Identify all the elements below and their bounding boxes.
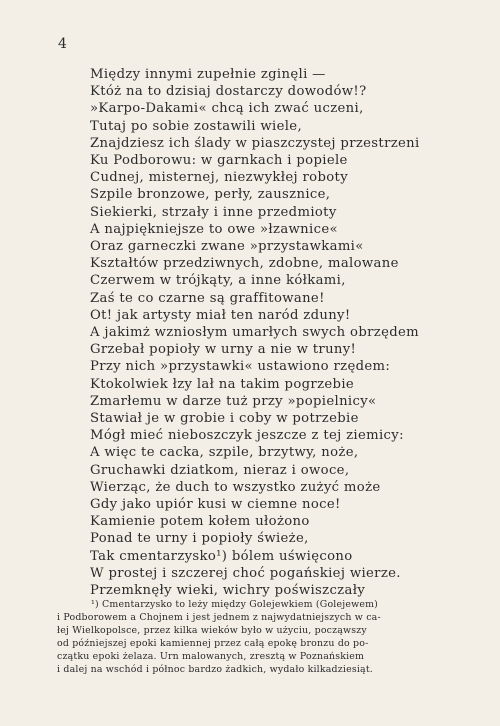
footnote-line: czątku epoki żelaza. Urn malowanych, zresztą w Poznańskiem — [57, 651, 365, 662]
verse-line: Wierząc, że duch to wszystko zużyć może — [90, 479, 381, 495]
verse-line: Siekierki, strzały i inne przedmioty — [90, 204, 337, 220]
verse-line: Czerwem w trójkąty, a inne kółkami, — [90, 273, 346, 289]
verse-line: Cudnej, misternej, niezwykłej roboty — [90, 170, 348, 186]
verse-line: Ot! jak artysty miał ten naród zduny! — [90, 307, 351, 323]
verse-line: Szpile bronzowe, perły, zausznice, — [90, 187, 331, 203]
verse-line: »Karpo-Dakami« chcą ich zwać uczeni, — [90, 101, 364, 117]
verse-line: Przy nich »przystawki« ustawiono rzędem: — [90, 359, 391, 375]
verse-line: A najpiękniejsze to owe »łzawnice« — [90, 221, 338, 237]
verse-line: Ku Podborowu: w garnkach i popiele — [90, 153, 348, 169]
verse-line: Znajdziesz ich ślady w piaszczystej przestrzeni — [90, 135, 420, 151]
verse-line: Mógł mieć nieboszczyk jeszcze z tej ziemicy: — [90, 428, 404, 444]
verse-line: Kształtów przedziwnych, zdobne, malowane — [90, 256, 399, 272]
verse-line: Zaś te co czarne są graffitowane! — [90, 290, 325, 306]
verse-line: A więc te cacka, szpile, brzytwy, noże, — [90, 445, 359, 461]
verse-line: Przemknęły wieki, wichry poświszczały — [90, 583, 366, 599]
verse-line: Zmarłemu w darze tuż przy »popielnicy« — [90, 393, 377, 409]
verse-line: Gdy jako upiór kusi w ciemne noce! — [90, 497, 341, 513]
verse-line: Gruchawki dziatkom, nieraz i owoce, — [90, 462, 350, 478]
verse-line: Tutaj po sobie zostawili wiele, — [90, 118, 302, 134]
verse-line: Kamienie potem kołem ułożono — [90, 514, 310, 530]
verse-line: Tak cmentarzysko¹) bólem uświęcono — [90, 548, 353, 564]
footnote-line: od późniejszej epoki kamiennej przez całą epokę bronzu do po- — [57, 638, 369, 649]
footnote-line: i Podborowem a Chojnem i jest jednem z najwydatniejszych w ca- — [57, 612, 381, 623]
verse-line: A jakimż wzniosłym umarłych swych obrzędem — [90, 325, 420, 341]
verse-line: Ktokolwiek łzy lał na takim pogrzebie — [90, 376, 355, 392]
verse-line: Oraz garneczki zwane »przystawkami« — [90, 239, 364, 255]
footnote-line: i dalej na wschód i północ bardzo żadkich, wydało kilkadziesiąt. — [57, 664, 373, 675]
verse-line: Między innymi zupełnie zginęli — — [90, 67, 326, 82]
footnote — [57, 598, 449, 676]
footnote-line: łej Wielkopolsce, przez kilka wieków było w użyciu, począwszy — [57, 625, 367, 636]
poem-text — [90, 66, 450, 599]
page-number: 4 — [58, 36, 67, 52]
footnote-line: ¹) Cmentarzysko to leży między Golejewkiem (Golejewem) — [91, 599, 379, 610]
verse-line: Stawiał je w grobie i coby w potrzebie — [90, 411, 359, 427]
verse-line: W prostej i szczerej choć pogańskiej wierze. — [90, 565, 401, 581]
verse-line: Grzebał popioły w urny a nie w truny! — [90, 342, 357, 358]
verse-line: Ponad te urny i popioły świeże, — [90, 531, 309, 547]
verse-line: Któż na to dzisiaj dostarczy dowodów!? — [90, 84, 367, 100]
